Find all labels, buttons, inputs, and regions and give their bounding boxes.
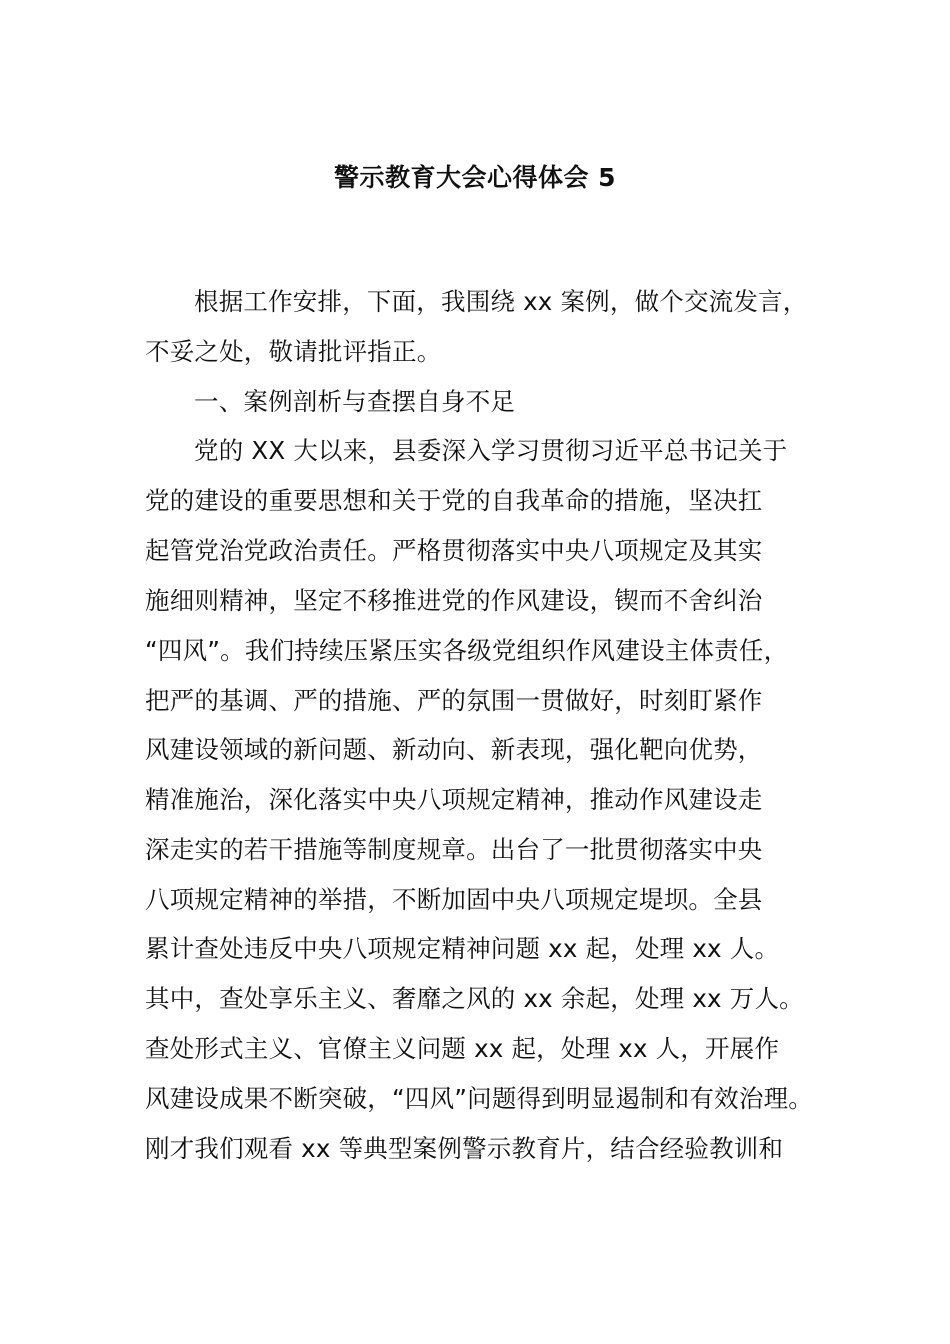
paragraph-line: 起管党治党政治责任。严格贯彻落实中央八项规定及其实: [145, 536, 763, 565]
paragraph-line: 施细则精神，坚定不移推进党的作风建设，锲而不舍纠治: [145, 586, 763, 615]
paragraph-line: 风建设成果不断突破，“四风”问题得到明显遏制和有效治理。: [145, 1084, 813, 1113]
paragraph-line: 党的 XX 大以来，县委深入学习贯彻习近平总书记关于: [194, 436, 788, 465]
paragraph-line: 风建设领域的新问题、新动向、新表现，强化靶向优势，: [145, 735, 763, 764]
paragraph-line: 累计查处违反中央八项规定精神问题 xx 起，处理 xx 人。: [145, 934, 780, 963]
paragraph-line: 精准施治，深化落实中央八项规定精神，推动作风建设走: [145, 785, 763, 814]
section-heading: 一、案例剖析与查摆自身不足: [194, 387, 516, 416]
paragraph-line: 根据工作安排，下面，我围绕 xx 案例，做个交流发言，: [194, 287, 808, 316]
paragraph-line: 八项规定精神的举措，不断加固中央八项规定堤坝。全县: [145, 885, 763, 914]
paragraph-line: 把严的基调、严的措施、严的氛围一贯做好，时刻盯紧作: [145, 686, 763, 715]
paragraph-line: 查处形式主义、官僚主义问题 xx 起，处理 xx 人，开展作: [145, 1034, 780, 1063]
paragraph-line: 刚才我们观看 xx 等典型案例警示教育片，结合经验教训和: [145, 1134, 784, 1163]
paragraph-line: 其中，查处享乐主义、奢靡之风的 xx 余起，处理 xx 万人。: [145, 984, 804, 1013]
paragraph-line: 不妥之处，敬请批评指正。: [145, 337, 442, 366]
paragraph-line: 党的建设的重要思想和关于党的自我革命的措施，坚决扛: [145, 486, 763, 515]
paragraph-line: “四风”。我们持续压紧压实各级党组织作风建设主体责任，: [145, 636, 789, 665]
paragraph-line: 深走实的若干措施等制度规章。出台了一批贯彻落实中央: [145, 835, 763, 864]
document-title: 警示教育大会心得体会 5: [333, 163, 617, 192]
